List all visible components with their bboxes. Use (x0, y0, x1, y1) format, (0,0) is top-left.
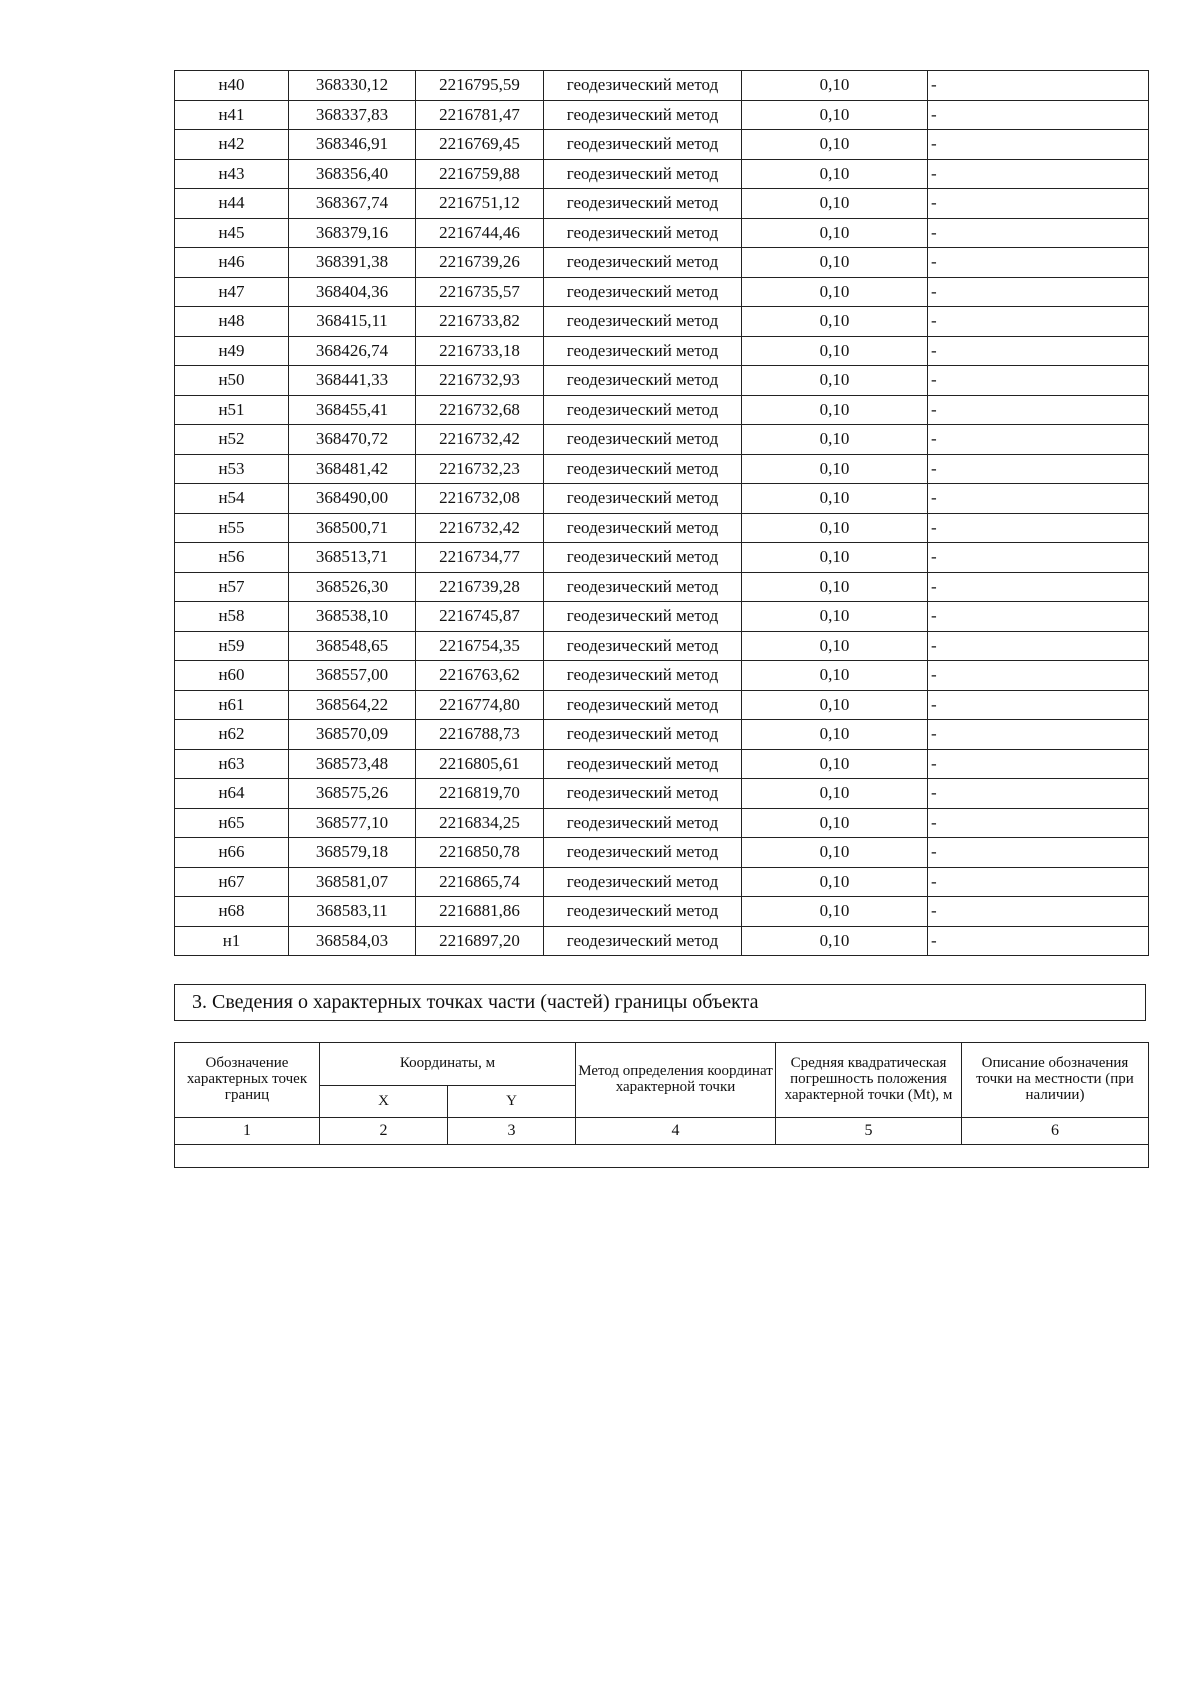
point-name: н49 (175, 336, 289, 366)
point-y: 2216754,35 (416, 631, 544, 661)
point-name: н58 (175, 602, 289, 632)
point-method: геодезический метод (544, 779, 742, 809)
point-mt: 0,10 (742, 867, 928, 897)
point-x: 368570,09 (289, 720, 416, 750)
column-number: 2 (320, 1118, 448, 1145)
point-description: - (928, 779, 1149, 809)
header-y: Y (448, 1086, 576, 1118)
point-mt: 0,10 (742, 100, 928, 130)
point-description: - (928, 602, 1149, 632)
point-name: н53 (175, 454, 289, 484)
point-name: н57 (175, 572, 289, 602)
section-3-title: 3. Сведения о характерных точках части (частей) границы объекта (174, 984, 1146, 1021)
point-name: н61 (175, 690, 289, 720)
point-description: - (928, 513, 1149, 543)
point-y: 2216759,88 (416, 159, 544, 189)
point-description: - (928, 159, 1149, 189)
point-x: 368379,16 (289, 218, 416, 248)
point-x: 368415,11 (289, 307, 416, 337)
point-y: 2216819,70 (416, 779, 544, 809)
table-row (175, 513, 1149, 543)
point-y: 2216781,47 (416, 100, 544, 130)
point-y: 2216739,26 (416, 248, 544, 278)
table-row (175, 838, 1149, 868)
point-description: - (928, 690, 1149, 720)
point-name: н1 (175, 926, 289, 956)
point-x: 368404,36 (289, 277, 416, 307)
point-mt: 0,10 (742, 749, 928, 779)
point-y: 2216732,23 (416, 454, 544, 484)
point-method: геодезический метод (544, 513, 742, 543)
point-name: н59 (175, 631, 289, 661)
point-mt: 0,10 (742, 159, 928, 189)
point-y: 2216733,18 (416, 336, 544, 366)
header-designation: Обозначение характерных точек границ (175, 1043, 320, 1118)
table-row (175, 808, 1149, 838)
table-row (175, 130, 1149, 160)
point-y: 2216733,82 (416, 307, 544, 337)
column-number: 6 (962, 1118, 1149, 1145)
table-row (175, 336, 1149, 366)
point-x: 368564,22 (289, 690, 416, 720)
table-row (175, 100, 1149, 130)
point-name: н48 (175, 307, 289, 337)
table-row (175, 690, 1149, 720)
point-method: геодезический метод (544, 631, 742, 661)
table-row (175, 602, 1149, 632)
point-method: геодезический метод (544, 395, 742, 425)
point-mt: 0,10 (742, 808, 928, 838)
point-description: - (928, 867, 1149, 897)
point-mt: 0,10 (742, 454, 928, 484)
empty-row (175, 1145, 1149, 1168)
point-name: н68 (175, 897, 289, 927)
point-description: - (928, 71, 1149, 101)
point-name: н52 (175, 425, 289, 455)
point-method: геодезический метод (544, 277, 742, 307)
point-y: 2216751,12 (416, 189, 544, 219)
point-x: 368513,71 (289, 543, 416, 573)
point-mt: 0,10 (742, 690, 928, 720)
part-boundary-points-table (174, 1042, 1149, 1168)
table-row (175, 71, 1149, 101)
point-method: геодезический метод (544, 484, 742, 514)
point-description: - (928, 572, 1149, 602)
point-name: н51 (175, 395, 289, 425)
point-name: н65 (175, 808, 289, 838)
point-name: н54 (175, 484, 289, 514)
point-y: 2216763,62 (416, 661, 544, 691)
point-x: 368575,26 (289, 779, 416, 809)
point-mt: 0,10 (742, 661, 928, 691)
header-description: Описание обозначения точки на местности (при наличии) (962, 1043, 1149, 1118)
column-number: 3 (448, 1118, 576, 1145)
point-name: н64 (175, 779, 289, 809)
point-mt: 0,10 (742, 513, 928, 543)
point-description: - (928, 454, 1149, 484)
point-mt: 0,10 (742, 336, 928, 366)
point-name: н45 (175, 218, 289, 248)
point-x: 368526,30 (289, 572, 416, 602)
point-y: 2216732,42 (416, 513, 544, 543)
point-method: геодезический метод (544, 808, 742, 838)
point-name: н46 (175, 248, 289, 278)
point-method: геодезический метод (544, 100, 742, 130)
point-name: н67 (175, 867, 289, 897)
point-mt: 0,10 (742, 926, 928, 956)
table-row (175, 572, 1149, 602)
point-x: 368337,83 (289, 100, 416, 130)
point-method: геодезический метод (544, 838, 742, 868)
point-mt: 0,10 (742, 425, 928, 455)
point-name: н56 (175, 543, 289, 573)
point-description: - (928, 248, 1149, 278)
point-y: 2216774,80 (416, 690, 544, 720)
point-name: н44 (175, 189, 289, 219)
point-method: геодезический метод (544, 661, 742, 691)
point-description: - (928, 543, 1149, 573)
table-row (175, 749, 1149, 779)
point-description: - (928, 926, 1149, 956)
point-mt: 0,10 (742, 897, 928, 927)
point-mt: 0,10 (742, 720, 928, 750)
point-mt: 0,10 (742, 779, 928, 809)
point-mt: 0,10 (742, 631, 928, 661)
point-y: 2216834,25 (416, 808, 544, 838)
column-numbers-row (175, 1118, 1149, 1145)
table-row (175, 454, 1149, 484)
point-x: 368548,65 (289, 631, 416, 661)
table-row (175, 631, 1149, 661)
point-y: 2216805,61 (416, 749, 544, 779)
point-method: геодезический метод (544, 454, 742, 484)
column-number: 4 (576, 1118, 776, 1145)
point-method: геодезический метод (544, 189, 742, 219)
point-description: - (928, 307, 1149, 337)
point-y: 2216732,08 (416, 484, 544, 514)
header-mt: Средняя квадратическая погрешность положения характерной точки (Mt), м (776, 1043, 962, 1118)
table-row (175, 218, 1149, 248)
point-description: - (928, 808, 1149, 838)
point-x: 368330,12 (289, 71, 416, 101)
point-description: - (928, 897, 1149, 927)
point-y: 2216739,28 (416, 572, 544, 602)
table-row (175, 307, 1149, 337)
point-x: 368470,72 (289, 425, 416, 455)
point-name: н43 (175, 159, 289, 189)
point-method: геодезический метод (544, 572, 742, 602)
point-y: 2216788,73 (416, 720, 544, 750)
point-method: геодезический метод (544, 602, 742, 632)
point-x: 368426,74 (289, 336, 416, 366)
point-name: н40 (175, 71, 289, 101)
header-x: X (320, 1086, 448, 1118)
table-row (175, 926, 1149, 956)
points-table-body (175, 71, 1149, 956)
point-y: 2216865,74 (416, 867, 544, 897)
point-mt: 0,10 (742, 572, 928, 602)
table-row (175, 720, 1149, 750)
table-row (175, 189, 1149, 219)
point-y: 2216745,87 (416, 602, 544, 632)
table-row (175, 779, 1149, 809)
table-row (175, 248, 1149, 278)
point-method: геодезический метод (544, 71, 742, 101)
point-mt: 0,10 (742, 248, 928, 278)
table-row (175, 867, 1149, 897)
point-x: 368577,10 (289, 808, 416, 838)
point-y: 2216732,42 (416, 425, 544, 455)
point-y: 2216732,68 (416, 395, 544, 425)
point-x: 368441,33 (289, 366, 416, 396)
point-y: 2216732,93 (416, 366, 544, 396)
point-description: - (928, 425, 1149, 455)
point-x: 368584,03 (289, 926, 416, 956)
point-mt: 0,10 (742, 395, 928, 425)
column-number: 5 (776, 1118, 962, 1145)
point-description: - (928, 336, 1149, 366)
table-row (175, 543, 1149, 573)
point-mt: 0,10 (742, 838, 928, 868)
point-y: 2216734,77 (416, 543, 544, 573)
point-name: н63 (175, 749, 289, 779)
point-name: н42 (175, 130, 289, 160)
point-mt: 0,10 (742, 602, 928, 632)
point-mt: 0,10 (742, 277, 928, 307)
point-method: геодезический метод (544, 720, 742, 750)
point-method: геодезический метод (544, 425, 742, 455)
table-row (175, 366, 1149, 396)
point-description: - (928, 366, 1149, 396)
point-description: - (928, 218, 1149, 248)
point-mt: 0,10 (742, 71, 928, 101)
point-description: - (928, 749, 1149, 779)
point-description: - (928, 277, 1149, 307)
table-row (175, 395, 1149, 425)
point-x: 368391,38 (289, 248, 416, 278)
point-description: - (928, 661, 1149, 691)
table-row (175, 661, 1149, 691)
point-description: - (928, 189, 1149, 219)
point-description: - (928, 130, 1149, 160)
point-description: - (928, 100, 1149, 130)
point-x: 368346,91 (289, 130, 416, 160)
point-mt: 0,10 (742, 307, 928, 337)
point-mt: 0,10 (742, 543, 928, 573)
point-method: геодезический метод (544, 690, 742, 720)
point-method: геодезический метод (544, 543, 742, 573)
point-y: 2216735,57 (416, 277, 544, 307)
point-x: 368481,42 (289, 454, 416, 484)
table-row (175, 277, 1149, 307)
point-method: геодезический метод (544, 307, 742, 337)
point-method: геодезический метод (544, 218, 742, 248)
point-x: 368500,71 (289, 513, 416, 543)
point-name: н47 (175, 277, 289, 307)
point-description: - (928, 720, 1149, 750)
point-name: н62 (175, 720, 289, 750)
point-x: 368356,40 (289, 159, 416, 189)
point-name: н55 (175, 513, 289, 543)
point-y: 2216795,59 (416, 71, 544, 101)
point-name: н60 (175, 661, 289, 691)
point-x: 368573,48 (289, 749, 416, 779)
point-y: 2216850,78 (416, 838, 544, 868)
point-x: 368538,10 (289, 602, 416, 632)
header-method: Метод определения координат характерной точки (576, 1043, 776, 1118)
point-method: геодезический метод (544, 897, 742, 927)
table-row (175, 897, 1149, 927)
point-description: - (928, 395, 1149, 425)
table-row (175, 425, 1149, 455)
point-y: 2216769,45 (416, 130, 544, 160)
point-method: геодезический метод (544, 336, 742, 366)
point-mt: 0,10 (742, 484, 928, 514)
point-name: н50 (175, 366, 289, 396)
boundary-points-table (174, 70, 1149, 956)
header-coordinates: Координаты, м (320, 1043, 576, 1086)
point-method: геодезический метод (544, 130, 742, 160)
point-method: геодезический метод (544, 867, 742, 897)
point-method: геодезический метод (544, 366, 742, 396)
table-row (175, 484, 1149, 514)
point-mt: 0,10 (742, 130, 928, 160)
point-method: геодезический метод (544, 248, 742, 278)
point-description: - (928, 838, 1149, 868)
point-description: - (928, 631, 1149, 661)
point-y: 2216897,20 (416, 926, 544, 956)
point-name: н41 (175, 100, 289, 130)
point-x: 368557,00 (289, 661, 416, 691)
point-mt: 0,10 (742, 218, 928, 248)
column-number: 1 (175, 1118, 320, 1145)
point-x: 368455,41 (289, 395, 416, 425)
point-x: 368581,07 (289, 867, 416, 897)
empty-cell (175, 1145, 1149, 1168)
point-mt: 0,10 (742, 189, 928, 219)
point-method: геодезический метод (544, 159, 742, 189)
point-method: геодезический метод (544, 926, 742, 956)
point-method: геодезический метод (544, 749, 742, 779)
point-y: 2216744,46 (416, 218, 544, 248)
point-description: - (928, 484, 1149, 514)
point-y: 2216881,86 (416, 897, 544, 927)
point-mt: 0,10 (742, 366, 928, 396)
point-x: 368579,18 (289, 838, 416, 868)
point-x: 368583,11 (289, 897, 416, 927)
table-row (175, 159, 1149, 189)
point-x: 368490,00 (289, 484, 416, 514)
point-name: н66 (175, 838, 289, 868)
point-x: 368367,74 (289, 189, 416, 219)
